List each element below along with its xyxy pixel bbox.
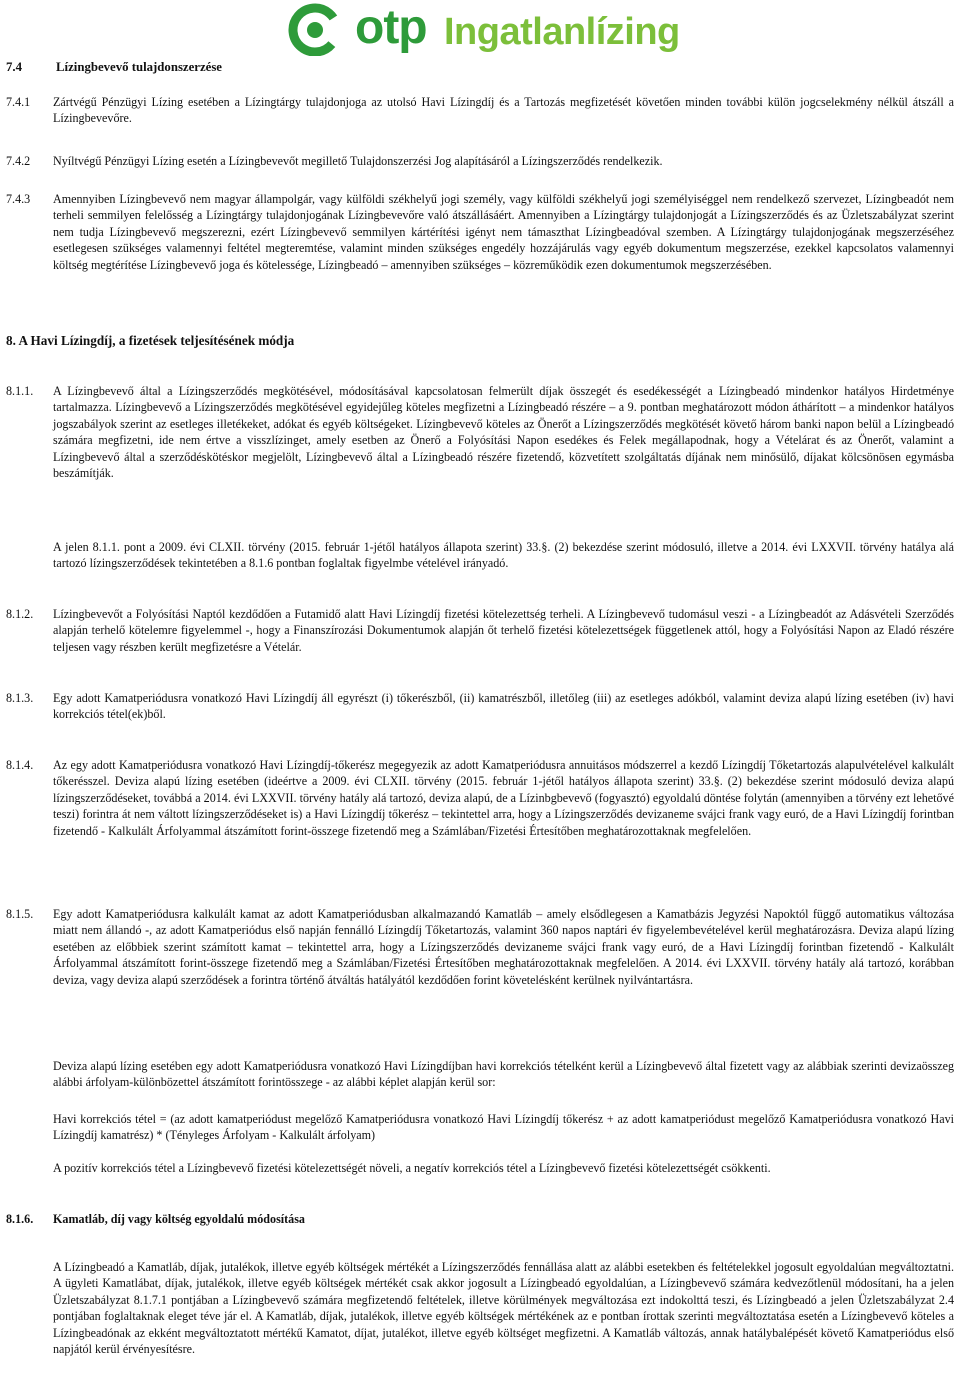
section-title: Lízingbevevő tulajdonszerzése: [56, 60, 222, 74]
clause-number: 7.4.1: [6, 95, 31, 109]
clause-text: Egy adott Kamatperiódusra vonatkozó Havi Lízingdíj áll egyrészt (i) tőkerészből, (ii) kamatrészből, illetőleg (iii) az esetleges adókból, valamint deviza alapú lízing esetében (iv) havi korrekciós tétel(ek)ből.: [53, 691, 954, 722]
clause-number: 8.1.2.: [6, 607, 34, 621]
clause-number: 8.1.3.: [6, 691, 34, 705]
clause-number: 7.4.3: [6, 192, 31, 206]
clause-text: A Lízingbevevő által a Lízingszerződés megkötésével, módosításával kapcsolatosan felmerült díjak összegét és esedékességét a Lízingbeadó mindenkor hatályos Hirdetménye tartalmazza. Lízingbevevő a Lízingszerződés megkötésével egyidejűleg köteles megfizetni a Lízingbeadó részére – a 9. pontban meghatározott módon áthárított – a mindenkor hatályos jogszabályok szerint az esetleges illetékeket, adókat és egyéb költségeket. Lízingbevevő köteles az Önerőt a Lízingszerződés megkötését követő három banki napon belül a Lízingbeadó számára megfizetni, ide nem értve a visszlízinget, amely esetben az Önerő a Folyósítási Napon esedékes és Felek megállapodnak, hogy a Vételárat és az Önerőt, valamint a Lízingbevevő által a szerződéskötéskor megjelölt, Lízingbevevő által a Lízingbeadó részére fizetendő, közvetített szolgáltatás díjának nem minősülő, díjakat kölcsönösen egymásba beszámítják.: [53, 384, 954, 481]
clause-8-1-2: [6, 606, 954, 655]
clause-text: Az egy adott Kamatperiódusra vonatkozó Havi Lízingdíj-tőkerész megegyezik az adott Kamatperiódusra annuitásos módszerrel a kezdő Lízingdíj Tőketartozás alapulvételével kalkulált tőkerésszel. Deviza alapú lízing esetében (ideértve a 2009. évi CLXII. törvény (2015. február 1-jétől hatályos állapota szerint) 33.§. (2) bekezdése szerint módosuló deviza alapú lízingszerződéseket, továbbá a 2014. évi LXXVII. törvény hatály alá tartozó, deviza alapú, de a Lízinbgbevevő (fogyasztó) egyoldalú döntése folytán (amennyiben a törvény ezt lehetővé teszi) forintra át nem váltott lízingszerződéseket is) a Havi Lízingdíj tőkerész – tekintettel arra, hogy a Lízingszerződés devizaneme svájci frank vagy euró, de a Havi Lízingdíj forintban fizetendő - Kalkulált Árfolyammal átszámított forint-összege fizetendő meg a Számlában/Fizetési Értesítőben meghatározottaknak megfelelően.: [53, 758, 954, 838]
clause-8-1-1-note: A jelen 8.1.1. pont a 2009. évi CLXII. törvény (2015. február 1-jétől hatályos állapota szerint) 33.§. (2) bekezdése szerint módosuló, illetve a 2014. évi LXXVII. törvény hatálya alá tartozó lízingszerződések tekintetében a 8.1.6 pontban foglaltak figyelmbe vételével irányadó.: [53, 540, 954, 571]
section-7-4-heading: [6, 59, 222, 75]
clause-text: Amennyiben Lízingbevevő nem magyar állampolgár, vagy külföldi székhelyű jogi személy, vagy külföldi székhelyű jogi személyiséggel nem rendelkező szervezet, Lízingbeadót nem terheli semmilyen felelősség a Lízingtárgy tulajdonjogának Lízingbevevőre való átszállásáért. Amennyiben a Lízingtárgy tulajdonjogát a Lízingszerződés és az Üzletszabályzat szerint nem tudja Lízingbevevő megszerezni, ezért Lízingbevevő semmilyen kártérítési igényt nem támaszthat Lízingbeadóval szemben. A Lízingtárgy tulajdonjogának megszerzéséhez esetlegesen szükséges valamennyi feltétel megteremtése, valamint minden szükséges engedély hozzájárulás vagy egyéb dokumentum megszerzése, ezekkel kapcsolatos valamennyi költség megtérítése Lízingbevevő joga és kötelessége, Lízingbeadó – amennyiben szükséges – közreműködik ezen dokumentumok megszerzésében.: [53, 192, 954, 272]
clause-number: 7.4.2: [6, 154, 31, 168]
clause-8-1-6-text: A Lízingbeadó a Kamatláb, díjak, jutalékok, illetve egyéb költségek mértékét a Lízingszerződés fennállása alatt az alábbi esetekben és feltételekkel jogosult egyoldalúan megváltoztatni. A ügyleti Kamatlábat, díjak, jutalékok, illetve egyéb költségek mértékét csak akkor jogosult a Lízingbeadó egyoldalúan, a Lízingbevevő számára kedvezőtlenül módosítani, ha a jelen Üzletszabályzat 8.1.7.1 pontjában a Lízingbevevő számára megfizetendő feltételek, illetve körülmények megváltozása ezt indokolttá teszi, és Lízingbeadó a jelen Üzletszabályzat 2.4 pontjában foglaltaknak eleget téve jár el. A Kamatláb, díjak, jutalékok, illetve egyéb költségek mértékének az e pontban írottak szerinti megváltoztatása esetén a Lízingbevevő köteles a Lízingbeadónak az ekként megváltoztatott mértékű Kamatot, díjat, jutalékot, illetve egyéb költséget megfizetni. A Kamatláb változás, annak hatálybalépését követő Kamatperiódus első napjától kerül érvényesítésre.: [53, 1260, 954, 1357]
clause-text: Egy adott Kamatperiódusra kalkulált kamat az adott Kamatperiódusban alkalmazandó Kamatláb – amely elsődlegesen a Kamatbázis Jegyzési Napoktól függő automatikus változása miatt nem állandó -, az adott Kamatperiódus első napján fennálló Lízingdíj Tőketartozás, valamint 360 napos naptári év figyelembevételével kerül meghatározásra. Deviza alapú lízing esetében az előbbiek szerint számított kamat – tekintettel arra, hogy a Lízingszerződés devizaneme svájci frank vagy euró, de a Havi Lízingdíj forintban fizetendő - Kalkulált Árfolyammal átszámított forint-összege fizetendő meg a Számlában/Fizetési Értesítőben meghatározottaknak megfelelően. A 2014. évi LXXVII. törvény hatály alá tartozó, korábban deviza, vagy deviza alapú szerződések a forintra történő átváltás hatályától kezdődően forint követelésként kerülnek nyilvántartásra.: [53, 907, 954, 987]
clause-8-1-6-heading: [6, 1211, 305, 1227]
clause-number: 8.1.4.: [6, 758, 34, 772]
clause-number: 8.1.5.: [6, 907, 34, 921]
clause-title: Kamatláb, díj vagy költség egyoldalú módosítása: [53, 1212, 305, 1226]
clause-7-4-3: [6, 191, 954, 273]
clause-8-1-5: [6, 906, 954, 988]
correction-intro: Deviza alapú lízing esetében egy adott Kamatperiódusra vonatkozó Havi Lízingdíjban havi korrekciós tételként kerül a Lízingbevevő által fizetett vagy az alábbiak szerinti devizaösszeg alábbi árfolyam-különbözettel átszámított forintösszege - az alábbi képlet alapján kerül sor:: [53, 1059, 954, 1090]
clause-7-4-2: [6, 153, 954, 169]
logo-subtitle: Ingatlanlízing: [444, 11, 680, 53]
clause-8-1-4: [6, 757, 954, 839]
section-number: 7.4: [6, 60, 22, 74]
clause-text: Zártvégű Pénzügyi Lízing esetében a Lízingtárgy tulajdonjoga az utolsó Havi Lízingdíj és a Tartozás megfizetését követően minden további külön jogcselekmény nélkül átszáll a Lízingbevevőre.: [53, 95, 954, 126]
correction-formula: Havi korrekciós tétel = (az adott kamatperiódust megelőző Kamatperiódusra vonatkozó Havi Lízingdíj tőkerész + az adott kamatperiódust megelőző Kamatperiódusra vonatkozó Havi Lízingdíj kamatrész) * (Tényleges Árfolyam - Kalkulált árfolyam): [53, 1112, 954, 1143]
clause-text: Lízingbevevőt a Folyósítási Naptól kezdődően a Futamidő alatt Havi Lízingdíj fizetési kötelezettség terheli. A Lízingbevevő tudomásul veszi - a Lízingbeadót az Adásvételi Szerződés alapján terhelő kötelemre figyelemmel -, hogy a Finanszírozási Dokumentumok alapján őt terhelő fizetési kötelezettségek függetlenek attól, hogy a Folyósítási Napon az Eladó részére teljesen vagy részben került megfizetésre a Vételár.: [53, 607, 954, 654]
clause-8-1-3: [6, 690, 954, 723]
clause-number: 8.1.1.: [6, 384, 34, 398]
clause-text: Nyíltvégű Pénzügyi Lízing esetén a Lízingbevevőt megillető Tulajdonszerzési Jog alapításáról a Lízingszerződés rendelkezik.: [53, 154, 663, 168]
logo-brand: otp: [355, 1, 427, 54]
correction-sign-note: A pozitív korrekciós tétel a Lízingbevevő fizetési kötelezettségét növeli, a negatív korrekciós tétel a Lízingbevevő fizetési kötelezettségét csökkenti.: [53, 1161, 771, 1175]
clause-7-4-1: [6, 94, 954, 127]
section-8-heading: 8. A Havi Lízingdíj, a fizetések teljesítésének módja: [6, 333, 295, 348]
clause-8-1-1: [6, 383, 954, 481]
clause-number: 8.1.6.: [6, 1212, 34, 1226]
otp-logo: [285, 0, 685, 64]
otp-swirl-logo-icon: [285, 2, 347, 56]
